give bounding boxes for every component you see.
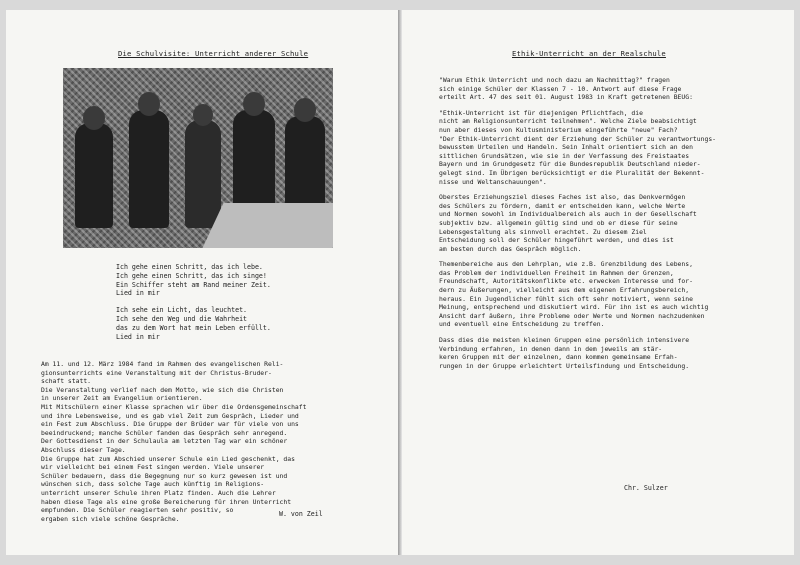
- text-line: Lied in mir: [116, 289, 160, 298]
- text-line: "Ethik-Unterricht ist für diejenigen Pflichtfach, die: [439, 108, 643, 117]
- text-line: gelegt sind. Im Übrigen berücksichtigt er die Pluralität der Bekennt-: [439, 168, 705, 177]
- text-line: Ich sehe ein Licht, das leuchtet.: [116, 306, 248, 315]
- text-line: heraus. Ein Jugendlicher fühlt sich oft sehr motiviert, wenn seine: [439, 294, 693, 303]
- text-line: Abschluss dieser Tage.: [41, 445, 126, 454]
- text-line: rungen in der Gruppe erleichtert Urteilsfindung und Entscheidung.: [439, 361, 690, 370]
- text-line: gionsunterrichts eine Veranstaltung mit der Christus-Bruder-: [41, 368, 272, 377]
- text-line: Schüler bedauern, dass die Begegnung nur so kurz gewesen ist und: [41, 471, 288, 480]
- text-line: nisse und Weltanschauungen".: [439, 177, 547, 186]
- text-line: wir vielleicht bei einem Fest singen werden. Viele unserer: [41, 463, 265, 472]
- text-line: Ansicht darf äußern, ihre Probleme oder Werte und Normen nachzudenken: [439, 311, 705, 320]
- text-line: bewusstem Urteilen und Handeln. Sein Inhalt orientiert sich an den: [439, 143, 693, 152]
- text-line: Bayern und im Grundgesetz für die Bundesrepublik Deutschland nieder-: [439, 160, 701, 169]
- text-line: Freundschaft, Autoritätskonflikte etc. erwecken Interesse und for-: [439, 277, 693, 286]
- text-line: empfunden. Die Schüler reagierten sehr positiv, so: [41, 506, 234, 515]
- text-line: Ich gehe einen Schritt, das ich singe!: [116, 271, 267, 280]
- poem: [116, 263, 271, 341]
- left-signature: W. von Zeil: [279, 510, 323, 518]
- text-line: Ein Schiffer steht am Rand meiner Zeit.: [116, 280, 271, 289]
- text-line: Die Gruppe hat zum Abschied unserer Schule ein Lied geschenkt, das: [41, 454, 295, 463]
- text-line: Themenbereiche aus den Lehrplan, wie z.B. Grenzbildung des Lebens,: [439, 260, 693, 269]
- photo-caption: Die Schulvisite: Unterricht anderer Schule: [118, 49, 309, 58]
- text-line: Verbindung erfahren, in denen dann in dem jeweils am stär-: [439, 344, 663, 353]
- article-paragraph: [439, 260, 789, 329]
- text-line: Am 11. und 12. März 1984 fand im Rahmen des evangelischen Reli-: [41, 360, 284, 368]
- text-line: Lebensgestaltung als sinnvoll erachtet. Zu diesem Ziel: [439, 227, 647, 236]
- report-paragraph: [41, 360, 391, 523]
- text-line: ergaben sich viele schöne Gespräche.: [41, 514, 180, 523]
- text-line: sittlichen Grundsätzen, wie sie in der Verfassung des Freistaates: [439, 151, 690, 160]
- text-line: Lied in mir: [116, 332, 160, 341]
- text-line: das zu dem Wort hat mein Leben erfüllt.: [116, 323, 271, 332]
- text-line: nun aber dieses von Kultusministerium eingeführte "neue" Fach?: [439, 125, 678, 134]
- text-line: wünschen sich, dass solche Tage auch künftig im Religions-: [41, 480, 265, 489]
- text-line: "Der Ethik-Unterricht dient der Erziehung der Schüler zu verantwortungs-: [439, 134, 717, 143]
- text-line: am besten durch das Gespräch möglich.: [439, 244, 582, 253]
- text-line: sich einige Schüler der Klassen 7 - 10. Antwort auf diese Frage: [439, 84, 682, 93]
- text-line: Ich sehe den Weg und die Wahrheit: [116, 314, 248, 323]
- text-line: subjektiv bzw. allgemein gültig sind und ob er diese für seine: [439, 218, 678, 227]
- text-line: des Schülers zu fördern, damit er entscheiden kann, welche Werte: [439, 201, 686, 210]
- right-page: [402, 10, 794, 555]
- article-title: Ethik-Unterricht an der Realschule: [512, 49, 666, 58]
- text-line: keren Gruppen mit der einzelnen, dann kommen gemeinsame Erfah-: [439, 353, 678, 362]
- text-line: und Normen sowohl im Individualbereich als auch in der Gesellschaft: [439, 210, 697, 219]
- text-line: in unserer Zeit am Evangelium orientieren.: [41, 394, 203, 403]
- text-line: ein Fest zum Abschluss. Die Gruppe der Brüder war für viele von uns: [41, 420, 299, 429]
- group-photo: [63, 68, 333, 248]
- text-line: Meinung, entsprechend und diskutiert wird. Für ihn ist es auch wichtig: [439, 303, 709, 312]
- text-line: das Problem der individuellen Freiheit im Rahmen der Grenzen,: [439, 268, 674, 277]
- text-line: erteilt Art. 47 des seit 01. August 1983 in Kraft getretenen BEUG:: [439, 93, 693, 102]
- right-signature: Chr. Sulzer: [624, 484, 668, 492]
- article-paragraph: [439, 109, 789, 186]
- article-paragraph: [439, 76, 789, 102]
- text-line: und ihre Lebensweise, und es gab viel Zeit zum Gespräch, Lieder und: [41, 411, 299, 420]
- text-line: "Warum Ethik Unterricht und noch dazu am Nachmittag?" fragen: [439, 76, 670, 84]
- article-body: [439, 76, 789, 377]
- text-line: Der Gottesdienst in der Schulaula am letzten Tag war ein schöner: [41, 437, 288, 446]
- text-line: schaft statt.: [41, 377, 92, 386]
- left-page: [6, 10, 398, 555]
- text-line: haben diese Tage als eine große Bereicherung für ihren Unterricht: [41, 497, 292, 506]
- text-line: unterricht unserer Schule ihren Platz finden. Auch die Lehrer: [41, 488, 276, 497]
- text-line: Oberstes Erziehungsziel dieses Faches ist also, das Denkvermögen: [439, 193, 686, 202]
- text-line: beeindruckend; manche Schüler fanden das Gespräch sehr anregend.: [41, 428, 288, 437]
- text-line: nicht am Religionsunterricht teilnehmen". Welche Ziele beabsichtigt: [439, 117, 697, 126]
- article-paragraph: [439, 336, 789, 370]
- text-line: Die Veranstaltung verlief nach dem Motto, wie sich die Christen: [41, 385, 284, 394]
- article-paragraph: [439, 193, 789, 253]
- text-line: Mit Mitschülern einer Klasse sprachen wir über die Ordensgemeinschaft: [41, 402, 307, 411]
- text-line: dern zu Äußerungen, vielleicht aus dem eigenen Erfahrungsbereich,: [439, 286, 690, 295]
- text-line: Entscheidung soll der Schüler hingeführt werden, und dies ist: [439, 236, 674, 245]
- text-line: Dass dies die meisten kleinen Gruppen eine persönlich intensivere: [439, 336, 690, 345]
- text-line: Ich gehe einen Schritt, das ich lebe.: [116, 263, 263, 271]
- text-line: und eventuell eine Entscheidung zu treffen.: [439, 320, 605, 329]
